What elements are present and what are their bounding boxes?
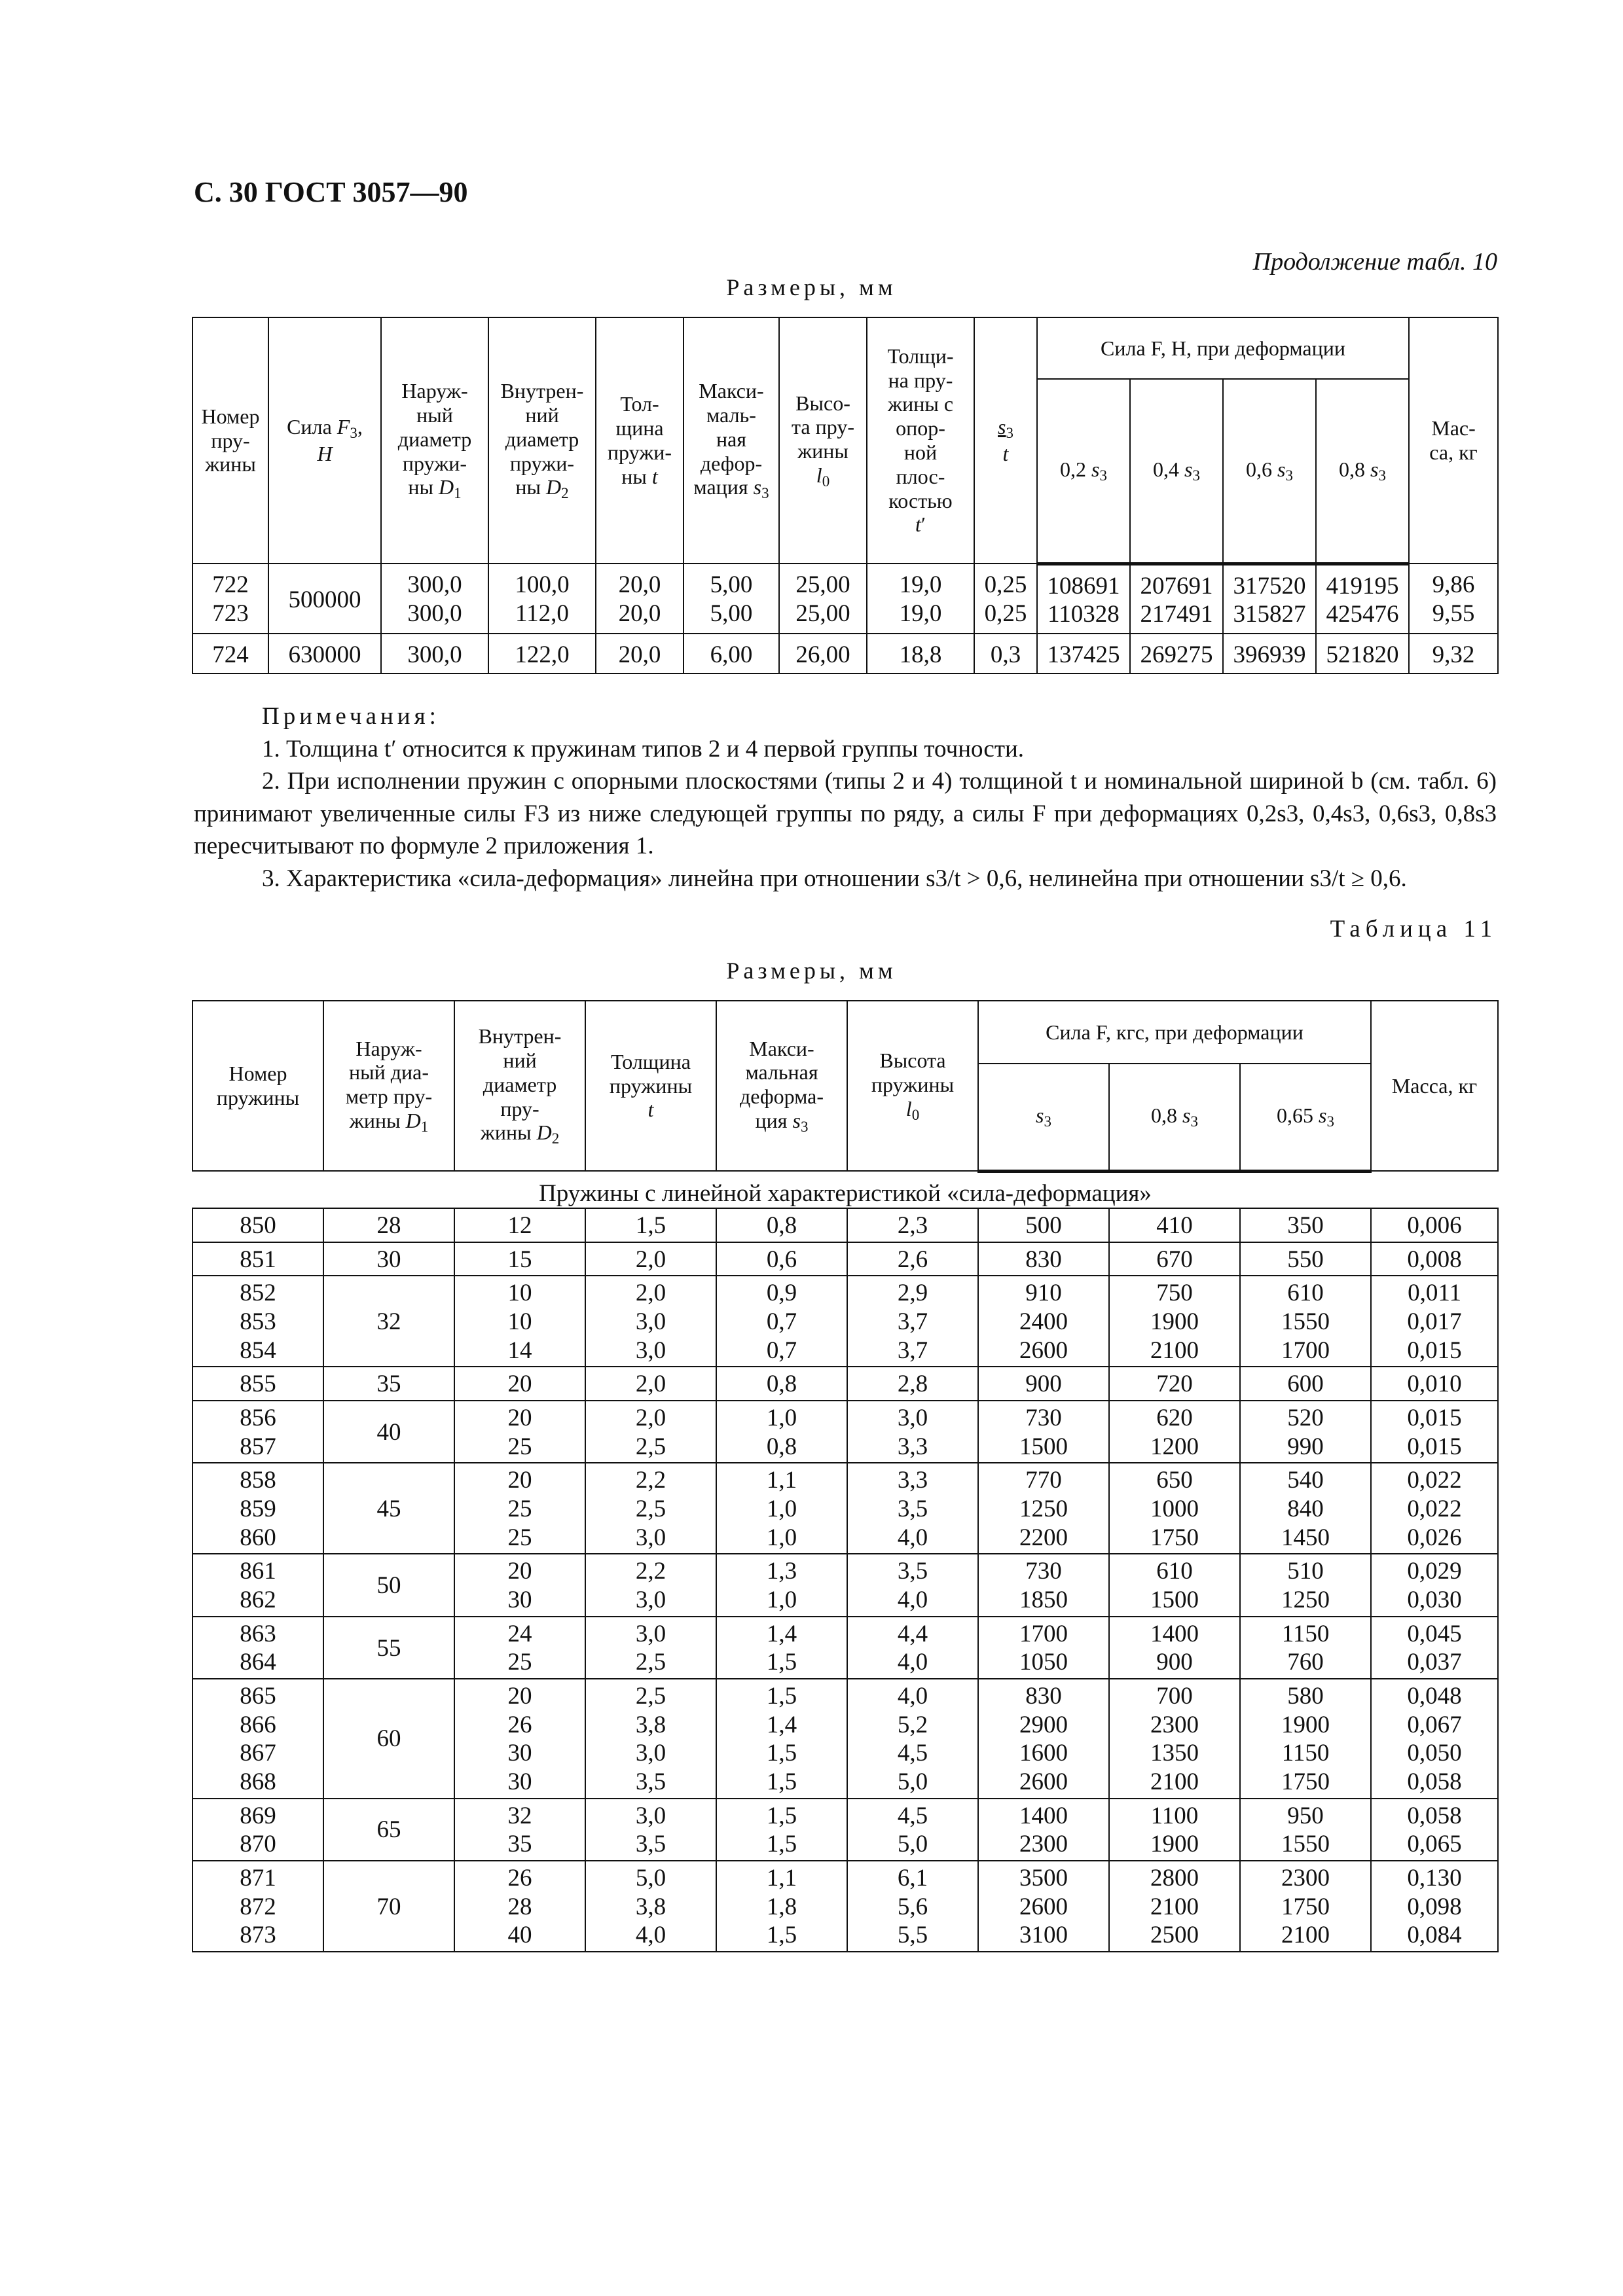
cell-f08: 410: [1109, 1208, 1240, 1242]
cell-f08: 620 1200: [1109, 1401, 1240, 1463]
cell-maxdef: 1,4 1,5: [716, 1617, 847, 1679]
cell-mass: 0,006: [1371, 1208, 1498, 1242]
col-force-06: 0,6 $s_3$: [1223, 379, 1316, 564]
cell-f08: 670: [1109, 1242, 1240, 1276]
cell-number: 850: [192, 1208, 323, 1242]
cell-thickness: 5,0 3,8 4,0: [585, 1861, 716, 1952]
table-row: [192, 1276, 1498, 1367]
table-row: [192, 1799, 1498, 1861]
cell-number: 724: [192, 634, 268, 674]
cell-maxdef: 0,8: [716, 1367, 847, 1401]
cell-fs3: 730 1850: [978, 1554, 1109, 1616]
col-force-group: Сила F, кгс, при деформации: [978, 1001, 1371, 1064]
cell-inner: 100,0 112,0: [488, 564, 596, 634]
cell-ratio: 0,25 0,25: [974, 564, 1037, 634]
page-header: С. 30 ГОСТ 3057—90: [194, 176, 468, 208]
cell-maxdef: 5,00 5,00: [684, 564, 779, 634]
cell-outer: 55: [323, 1617, 454, 1679]
cell-height: 6,1 5,6 5,5: [847, 1861, 978, 1952]
cell-f065: 520 990: [1240, 1401, 1371, 1463]
cell-maxdef: 1,0 0,8: [716, 1401, 847, 1463]
cell-thickness: 2,2 3,0: [585, 1554, 716, 1616]
notes-title: Примечания:: [262, 703, 440, 730]
col-force-08: 0,8 $s_3$: [1109, 1064, 1240, 1171]
cell-height: 4,5 5,0: [847, 1799, 978, 1861]
col-inner-diameter: Внутрен- ний диаметр пру- жины $D_2$: [454, 1001, 585, 1171]
cell-outer: 32: [323, 1276, 454, 1367]
cell-thickness: 2,0 2,5: [585, 1401, 716, 1463]
cell-thickness: 2,5 3,8 3,0 3,5: [585, 1679, 716, 1799]
table-11: [192, 1000, 1499, 1952]
cell-outer: 28: [323, 1208, 454, 1242]
cell-inner: 10 10 14: [454, 1276, 585, 1367]
cell-mass: 0,130 0,098 0,084: [1371, 1861, 1498, 1952]
cell-height: 26,00: [779, 634, 867, 674]
cell-thickness: 20,0: [596, 634, 684, 674]
col-inner-diameter: Внутрен- ний диаметр пружи- ны $D_2$: [488, 317, 596, 564]
cell-outer: 40: [323, 1401, 454, 1463]
cell-height: 2,6: [847, 1242, 978, 1276]
col-force-04: 0,4 $s_3$: [1130, 379, 1223, 564]
cell-f065: 600: [1240, 1367, 1371, 1401]
cell-height: 2,9 3,7 3,7: [847, 1276, 978, 1367]
cell-f08: 521820: [1316, 634, 1409, 674]
cell-f065: 610 1550 1700: [1240, 1276, 1371, 1367]
cell-mass: 0,058 0,065: [1371, 1799, 1498, 1861]
notes-block: [194, 700, 1497, 895]
cell-f06: 317520 315827: [1223, 564, 1316, 634]
cell-number: 871 872 873: [192, 1861, 323, 1952]
cell-f08: 1100 1900: [1109, 1799, 1240, 1861]
cell-thickness: 3,0 2,5: [585, 1617, 716, 1679]
table-row: [192, 1242, 1498, 1276]
cell-outer: 60: [323, 1679, 454, 1799]
cell-fs3: 830 2900 1600 2600: [978, 1679, 1109, 1799]
cell-inner: 32 35: [454, 1799, 585, 1861]
cell-height: 2,3: [847, 1208, 978, 1242]
col-mass: Масса, кг: [1371, 1001, 1498, 1171]
col-max-deformation: Макси- маль- ная дефор- мация $s_3$: [684, 317, 779, 564]
cell-thickness: 3,0 3,5: [585, 1799, 716, 1861]
cell-mass: 9,32: [1409, 634, 1498, 674]
cell-outer: 35: [323, 1367, 454, 1401]
cell-thickness: 1,5: [585, 1208, 716, 1242]
cell-thickness: 2,2 2,5 3,0: [585, 1463, 716, 1554]
cell-f08: 610 1500: [1109, 1554, 1240, 1616]
cell-outer: 70: [323, 1861, 454, 1952]
col-force-02: 0,2 $s_3$: [1037, 379, 1130, 564]
cell-outer: 65: [323, 1799, 454, 1861]
cell-force-f3: 500000: [268, 564, 381, 634]
cell-number: 865 866 867 868: [192, 1679, 323, 1799]
cell-maxdef: 0,9 0,7 0,7: [716, 1276, 847, 1367]
col-mass: Мас- са, кг: [1409, 317, 1498, 564]
cell-maxdef: 1,5 1,5: [716, 1799, 847, 1861]
cell-inner: 24 25: [454, 1617, 585, 1679]
cell-number: 861 862: [192, 1554, 323, 1616]
cell-thickness: 2,0: [585, 1367, 716, 1401]
cell-force-f3: 630000: [268, 634, 381, 674]
cell-f08: 700 2300 1350 2100: [1109, 1679, 1240, 1799]
cell-outer: 45: [323, 1463, 454, 1554]
cell-f065: 2300 1750 2100: [1240, 1861, 1371, 1952]
col-force-065: 0,65 $s_3$: [1240, 1064, 1371, 1171]
table11-label: Таблица 11: [1330, 916, 1497, 942]
cell-inner: 20 25 25: [454, 1463, 585, 1554]
cell-mass: 0,010: [1371, 1367, 1498, 1401]
cell-number: 869 870: [192, 1799, 323, 1861]
cell-height: 4,4 4,0: [847, 1617, 978, 1679]
cell-fs3: 910 2400 2600: [978, 1276, 1109, 1367]
cell-f04: 207691 217491: [1130, 564, 1223, 634]
cell-number: 852 853 854: [192, 1276, 323, 1367]
cell-mass: 0,015 0,015: [1371, 1401, 1498, 1463]
cell-f065: 1150 760: [1240, 1617, 1371, 1679]
cell-mass: 0,048 0,067 0,050 0,058: [1371, 1679, 1498, 1799]
cell-f065: 350: [1240, 1208, 1371, 1242]
col-thickness-prime: Толщи- на пру- жины с опор- ной плос- костью t′: [867, 317, 974, 564]
cell-height: 3,3 3,5 4,0: [847, 1463, 978, 1554]
cell-mass: 0,045 0,037: [1371, 1617, 1498, 1679]
table-row: [192, 1679, 1498, 1799]
cell-height: 4,0 5,2 4,5 5,0: [847, 1679, 978, 1799]
cell-f02: 108691 110328: [1037, 564, 1130, 634]
cell-fs3: 730 1500: [978, 1401, 1109, 1463]
cell-outer: 30: [323, 1242, 454, 1276]
cell-fs3: 1400 2300: [978, 1799, 1109, 1861]
cell-f065: 580 1900 1150 1750: [1240, 1679, 1371, 1799]
cell-mass: 0,011 0,017 0,015: [1371, 1276, 1498, 1367]
note-item: 2. При исполнении пружин с опорными плоскостями (типы 2 и 4) толщиной t и номинальной шириной b (см. табл. 6) принимают увеличенные силы F3 из ниже следующей группы по ряду, а силы F при деформациях 0,2s3, 0,4s3, 0,6s3, 0,8s3 пересчитывают по формуле 2 приложения 1.: [194, 768, 1497, 860]
cell-fs3: 3500 2600 3100: [978, 1861, 1109, 1952]
cell-f04: 269275: [1130, 634, 1223, 674]
cell-inner: 20: [454, 1367, 585, 1401]
cell-ratio: 0,3: [974, 634, 1037, 674]
col-outer-diameter: Наруж- ный диаметр пружи- ны $D_1$: [381, 317, 488, 564]
cell-number: 858 859 860: [192, 1463, 323, 1554]
cell-outer: 50: [323, 1554, 454, 1616]
cell-inner: 20 30: [454, 1554, 585, 1616]
cell-outer: 300,0: [381, 634, 488, 674]
cell-number: 855: [192, 1367, 323, 1401]
cell-number: 722 723: [192, 564, 268, 634]
table-row: [192, 1367, 1498, 1401]
cell-height: 3,0 3,3: [847, 1401, 978, 1463]
cell-f08: 720: [1109, 1367, 1240, 1401]
table-row: [192, 1554, 1498, 1616]
cell-maxdef: 6,00: [684, 634, 779, 674]
col-force-f3: Сила $F_3$, H: [268, 317, 381, 564]
table-row: [192, 1617, 1498, 1679]
col-height: Высо- та пру- жины $l_0$: [779, 317, 867, 564]
col-spring-number: Номер пру- жины: [192, 317, 268, 564]
col-ratio-s3-t: $s_3$ t: [974, 317, 1037, 564]
cell-maxdef: 1,5 1,4 1,5 1,5: [716, 1679, 847, 1799]
cell-f065: 550: [1240, 1242, 1371, 1276]
col-thickness: Толщина пружины t: [585, 1001, 716, 1171]
cell-fs3: 770 1250 2200: [978, 1463, 1109, 1554]
cell-fs3: 500: [978, 1208, 1109, 1242]
cell-inner: 122,0: [488, 634, 596, 674]
cell-mass: 0,022 0,022 0,026: [1371, 1463, 1498, 1554]
cell-f08: 650 1000 1750: [1109, 1463, 1240, 1554]
cell-mass: 0,008: [1371, 1242, 1498, 1276]
table-row: [192, 1401, 1498, 1463]
cell-number: 863 864: [192, 1617, 323, 1679]
table-row: [192, 1208, 1498, 1242]
col-height: Высота пружины $l_0$: [847, 1001, 978, 1171]
cell-height: 25,00 25,00: [779, 564, 867, 634]
cell-maxdef: 1,3 1,0: [716, 1554, 847, 1616]
cell-tprime: 18,8: [867, 634, 974, 674]
cell-fs3: 830: [978, 1242, 1109, 1276]
table-10: [192, 317, 1499, 674]
cell-mass: 9,86 9,55: [1409, 564, 1498, 634]
table10-units-caption: Размеры, мм: [726, 274, 897, 300]
table-row: [192, 1463, 1498, 1554]
col-force-s3: $s_3$: [978, 1064, 1109, 1171]
cell-f065: 540 840 1450: [1240, 1463, 1371, 1554]
cell-tprime: 19,0 19,0: [867, 564, 974, 634]
cell-thickness: 2,0 3,0 3,0: [585, 1276, 716, 1367]
cell-f065: 950 1550: [1240, 1799, 1371, 1861]
cell-thickness: 20,0 20,0: [596, 564, 684, 634]
col-spring-number: Номер пружины: [192, 1001, 323, 1171]
table-row: [192, 634, 1498, 674]
section-header: Пружины с линейной характеристикой «сила-деформация»: [192, 1171, 1498, 1208]
cell-inner: 20 26 30 30: [454, 1679, 585, 1799]
table11-units-caption: Размеры, мм: [726, 958, 897, 984]
cell-inner: 12: [454, 1208, 585, 1242]
cell-thickness: 2,0: [585, 1242, 716, 1276]
cell-height: 2,8: [847, 1367, 978, 1401]
cell-maxdef: 0,6: [716, 1242, 847, 1276]
cell-number: 851: [192, 1242, 323, 1276]
cell-fs3: 1700 1050: [978, 1617, 1109, 1679]
cell-inner: 20 25: [454, 1401, 585, 1463]
cell-outer: 300,0 300,0: [381, 564, 488, 634]
cell-inner: 15: [454, 1242, 585, 1276]
cell-f08: 2800 2100 2500: [1109, 1861, 1240, 1952]
col-force-group: Сила F, Н, при деформации: [1037, 317, 1409, 379]
table-row: [192, 1861, 1498, 1952]
cell-maxdef: 1,1 1,0 1,0: [716, 1463, 847, 1554]
cell-f08: 419195 425476: [1316, 564, 1409, 634]
cell-f02: 137425: [1037, 634, 1130, 674]
note-item: 3. Характеристика «сила-деформация» линейна при отношении s3/t > 0,6, нелинейна при отношении s3/t ≥ 0,6.: [262, 865, 1407, 892]
col-thickness: Тол- щина пружи- ны t: [596, 317, 684, 564]
col-max-deformation: Макси- мальная деформа- ция $s_3$: [716, 1001, 847, 1171]
cell-inner: 26 28 40: [454, 1861, 585, 1952]
table-row: [192, 564, 1498, 634]
note-item: 1. Толщина t′ относится к пружинам типов 2 и 4 первой группы точности.: [262, 735, 1025, 762]
cell-number: 856 857: [192, 1401, 323, 1463]
col-outer-diameter: Наруж- ный диа- метр пру- жины $D_1$: [323, 1001, 454, 1171]
cell-f08: 750 1900 2100: [1109, 1276, 1240, 1367]
cell-f06: 396939: [1223, 634, 1316, 674]
col-force-08: 0,8 $s_3$: [1316, 379, 1409, 564]
table-continuation-label: Продолжение табл. 10: [1252, 248, 1497, 276]
cell-maxdef: 0,8: [716, 1208, 847, 1242]
cell-f08: 1400 900: [1109, 1617, 1240, 1679]
cell-height: 3,5 4,0: [847, 1554, 978, 1616]
cell-f065: 510 1250: [1240, 1554, 1371, 1616]
cell-mass: 0,029 0,030: [1371, 1554, 1498, 1616]
cell-maxdef: 1,1 1,8 1,5: [716, 1861, 847, 1952]
cell-fs3: 900: [978, 1367, 1109, 1401]
